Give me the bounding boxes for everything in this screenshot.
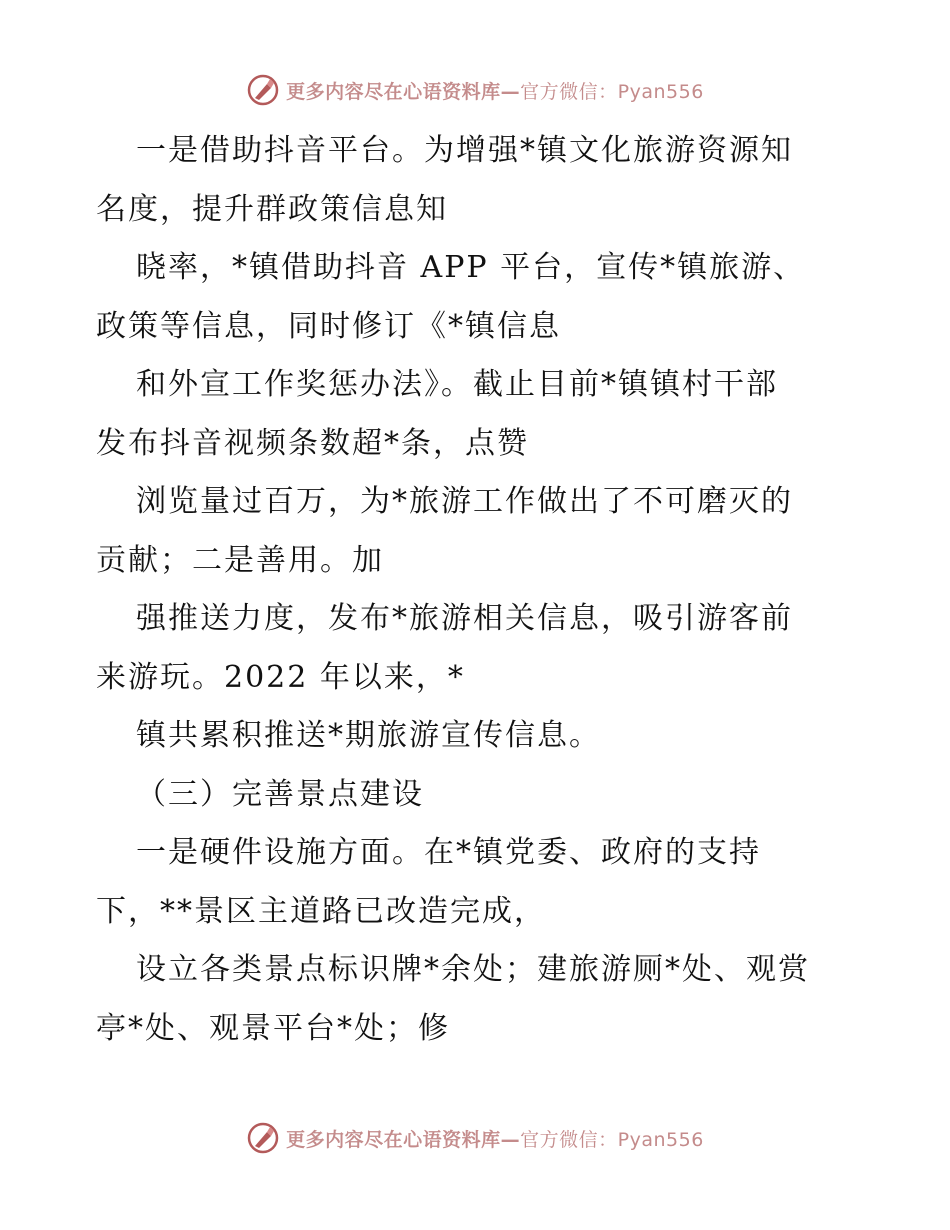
text-line: 亭*处、观景平台*处；修 — [96, 1010, 450, 1046]
text-line: 贡献；二是善用。加 — [96, 542, 384, 578]
text-line: 晓率，*镇借助抖音 APP 平台，宣传*镇旅游、 — [136, 250, 806, 285]
watermark-dash: — — [500, 80, 521, 103]
text-line: 设立各类景点标识牌*余处；建旅游厕*处、观赏 — [136, 952, 810, 987]
text-line: 发布抖音视频条数超*条，点赞 — [96, 425, 529, 461]
text-line: 浏览量过百万，为*旅游工作做出了不可磨灭的 — [136, 484, 793, 519]
text-line: 名度，提升群政策信息知 — [96, 191, 448, 227]
text-line: 一是借助抖音平台。为增强*镇文化旅游资源知 — [136, 133, 793, 168]
watermark-text — [286, 77, 704, 104]
watermark-wechat: 官方微信：Pyan556 — [520, 80, 704, 103]
watermark-wechat: 官方微信：Pyan556 — [520, 1128, 704, 1151]
text-line: 来游玩。2022 年以来，* — [96, 659, 465, 695]
text-line: 强推送力度，发布*旅游相关信息，吸引游客前 — [136, 601, 793, 636]
text-line: （三）完善景点建设 — [136, 776, 424, 812]
header-watermark — [0, 70, 950, 110]
text-line: 和外宣工作奖惩办法》。截止目前*镇镇村干部 — [136, 367, 778, 402]
watermark-dash: — — [500, 1128, 521, 1151]
text-line: 一是硬件设施方面。在*镇党委、政府的支持 — [136, 835, 761, 870]
watermark-brand: 更多内容尽在心语资料库 — [286, 80, 501, 103]
text-line: 镇共累积推送*期旅游宣传信息。 — [136, 718, 601, 753]
text-line: 政策等信息，同时修订《*镇信息 — [96, 308, 561, 344]
watermark-text — [286, 1125, 704, 1152]
footer-watermark — [0, 1118, 950, 1158]
pen-nib-circle-icon — [246, 73, 280, 107]
pen-nib-circle-icon — [246, 1121, 280, 1155]
document-body — [96, 122, 886, 1058]
text-line: 下，**景区主道路已改造完成， — [96, 893, 546, 929]
watermark-brand: 更多内容尽在心语资料库 — [286, 1128, 501, 1151]
